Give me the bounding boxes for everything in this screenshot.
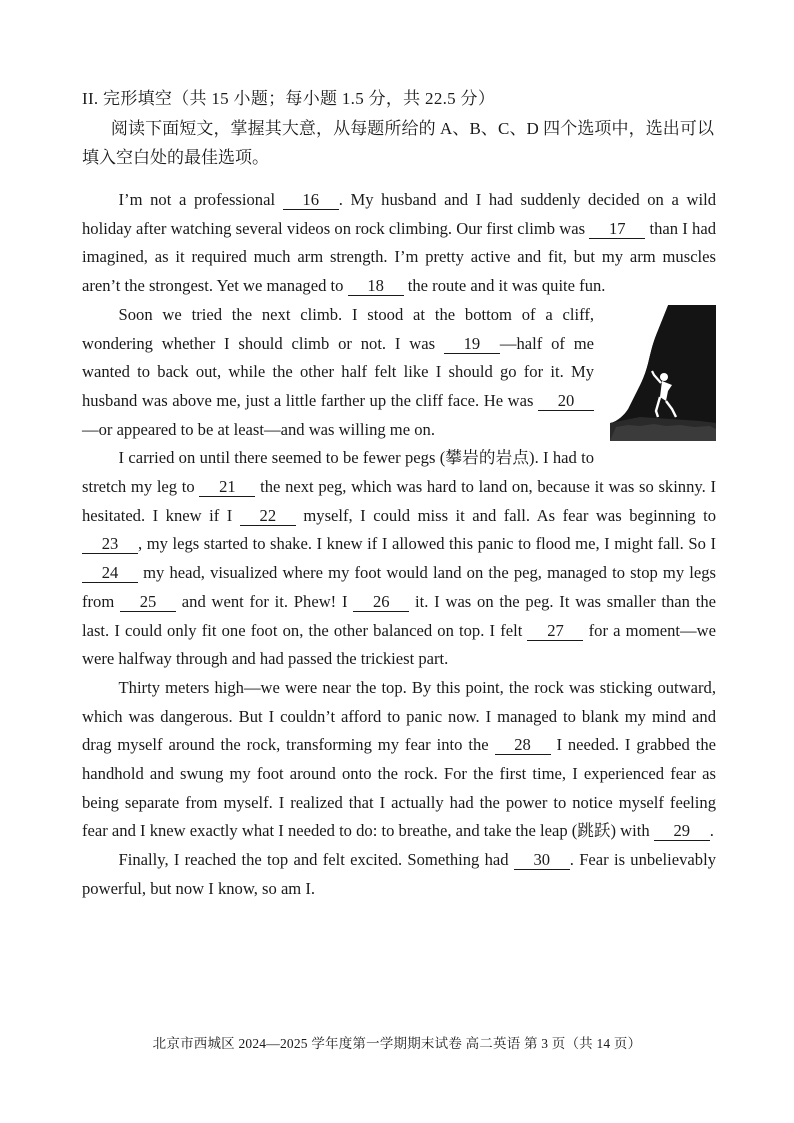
paragraph-4 — [82, 674, 716, 846]
passage-text: the next peg, which was hard to land on, because it was so skinny. I hesitated. I knew if I — [82, 477, 716, 525]
blank-16: 16 — [283, 191, 339, 210]
passage-text: Finally, I reached the top and felt excited. Something had — [118, 850, 514, 870]
blank-23: 23 — [82, 535, 138, 554]
passage-text: I’m not a professional — [118, 190, 283, 209]
blank-28: 28 — [495, 736, 551, 755]
page-footer: 北京市西城区 2024—2025 学年度第一学期期末试卷 高二英语 第 3 页（共 14 页） — [152, 1036, 642, 1051]
passage-text: . My husband and I had suddenly decided on a wild holiday after watching several videos on rock climbing. Our first climb was — [82, 190, 716, 238]
blank-26: 26 — [353, 593, 409, 612]
blank-21: 21 — [199, 478, 255, 497]
blank-19: 19 — [444, 335, 500, 354]
paragraph-2 — [82, 301, 716, 445]
passage-text: —or appeared to be at least—and was willing me on. — [82, 419, 435, 439]
instructions: 阅读下面短文，掌握其大意，从每题所给的 A、B、C、D 四个选项中，选出可以填入空白处的最佳选项。 — [82, 119, 714, 167]
blank-29: 29 — [654, 822, 710, 841]
blank-17: 17 — [589, 220, 645, 239]
passage-text: —half of me wanted to back out, while the other half felt like I should go for it. My husband was above me, just a little farther up the cliff face. He was — [82, 333, 594, 410]
blank-18: 18 — [348, 277, 404, 296]
passage-text: . Fear is unbelievably powerful, but now I know, so am I. — [82, 850, 716, 898]
passage-text: it. I was on the peg. It was smaller than the last. I could only fit one foot on, the other balanced on top. I felt — [82, 591, 717, 640]
passage-text: for a moment—we were halfway through and had passed the trickiest part. — [82, 620, 716, 669]
passage-text: Thirty meters high—we were near the top. By this point, the rock was sticking outward, which was dangerous. But I couldn’t afford to panic now. I managed to blank my mind and drag myself around the rock, transforming my fear into the — [82, 677, 716, 755]
paragraph-5 — [82, 846, 716, 903]
passage-text: the route and it was quite fun. — [403, 276, 606, 296]
section-title: II. 完形填空（共 15 小题；每小题 1.5 分，共 22.5 分） — [82, 89, 496, 108]
passage-text: , my legs started to shake. I knew if I allowed this panic to flood me, I might fall. So I — [138, 534, 716, 554]
passage-text: myself, I could miss it and fall. As fear was beginning to — [295, 505, 716, 525]
passage-text: I needed. I grabbed the handhold and swung my foot around onto the rock. For the first time, I experienced fear as being separate from myself. I realized that I actually had the power to notice myself feeling fear and I knew exactly what I needed to do: to breathe, and take the leap (跳跃) with — [82, 735, 716, 841]
cloze-passage — [82, 186, 716, 904]
passage-text: . — [709, 821, 714, 841]
blank-30: 30 — [514, 851, 570, 870]
passage-text: and went for it. Phew! I — [176, 591, 354, 611]
blank-22: 22 — [240, 507, 296, 526]
passage-text: Soon we tried the next climb. I stood at the bottom of a cliff, wondering whether I should climb or not. I was — [82, 304, 594, 353]
blank-24: 24 — [82, 564, 138, 583]
blank-20: 20 — [538, 392, 594, 411]
passage-text: my head, visualized where my foot would land on the peg, managed to stop my legs from — [82, 563, 716, 611]
passage-text: I carried on until there seemed to be fewer pegs (攀岩的岩点). I had to stretch my leg to — [82, 448, 594, 497]
blank-25: 25 — [120, 593, 176, 612]
paragraph-1 — [82, 186, 716, 301]
paragraph-3 — [82, 444, 716, 674]
passage-text: than I had imagined, as it required much arm strength. I’m pretty active and fit, but my arm muscles aren’t the strongest. Yet we managed to — [82, 218, 717, 296]
blank-27: 27 — [527, 622, 583, 641]
rock-climber-silhouette-icon — [610, 305, 716, 441]
